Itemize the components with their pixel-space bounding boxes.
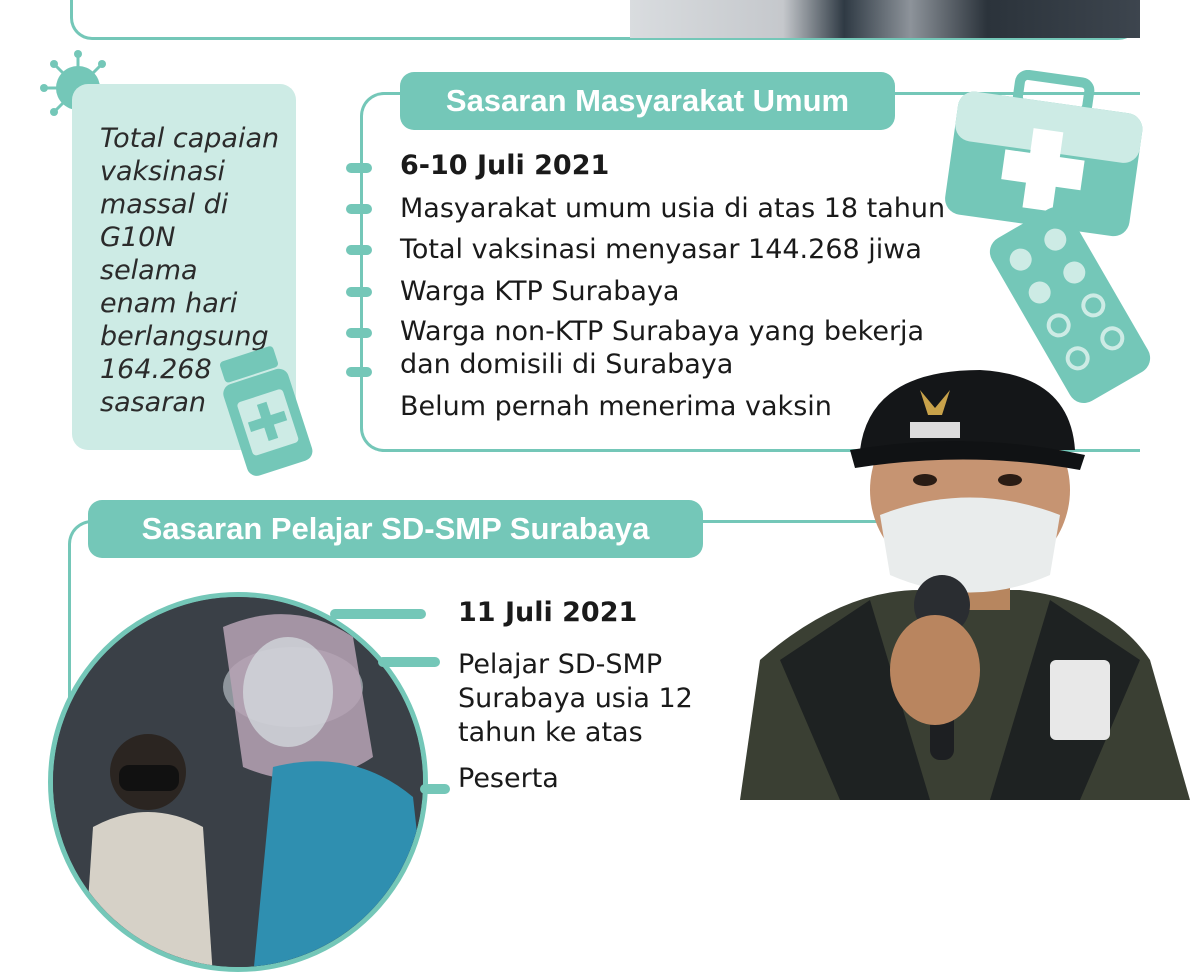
bullet-marker <box>346 367 372 377</box>
general-item: Belum pernah menerima vaksin <box>400 391 832 422</box>
section-students-title: Sasaran Pelajar SD-SMP Surabaya <box>88 500 703 558</box>
section-students-date: 11 Juli 2021 <box>458 597 638 628</box>
student-item: Peserta <box>458 763 559 794</box>
bullet-marker <box>420 784 450 794</box>
bullet-marker <box>346 163 372 173</box>
general-item: Warga KTP Surabaya <box>400 276 680 307</box>
official-photo <box>720 360 1200 800</box>
student-item: Pelajar SD-SMP Surabaya usia 12 tahun ke atas <box>458 649 693 748</box>
general-item: Total vaksinasi menyasar 144.268 jiwa <box>400 234 922 265</box>
bullet-marker <box>346 328 372 338</box>
bullet-marker <box>378 657 440 667</box>
student-vaccination-photo <box>48 592 428 972</box>
section-general-date: 6-10 Juli 2021 <box>400 150 610 181</box>
bullet-marker <box>346 204 372 214</box>
section-general-title: Sasaran Masyarakat Umum <box>400 72 895 130</box>
top-photo <box>630 0 1140 38</box>
bullet-marker <box>330 609 426 619</box>
general-item: Warga non-KTP Surabaya yang bekerja dan domisili di Surabaya <box>400 316 925 380</box>
bullet-marker <box>346 287 372 297</box>
bullet-marker <box>346 245 372 255</box>
medicine-bottle-icon <box>212 340 322 480</box>
general-item: Masyarakat umum usia di atas 18 tahun <box>400 193 946 224</box>
summary-text: Total capaian vaksinasi massal di G10N selama enam hari berlangsung 164.268 sasaran <box>100 123 280 418</box>
